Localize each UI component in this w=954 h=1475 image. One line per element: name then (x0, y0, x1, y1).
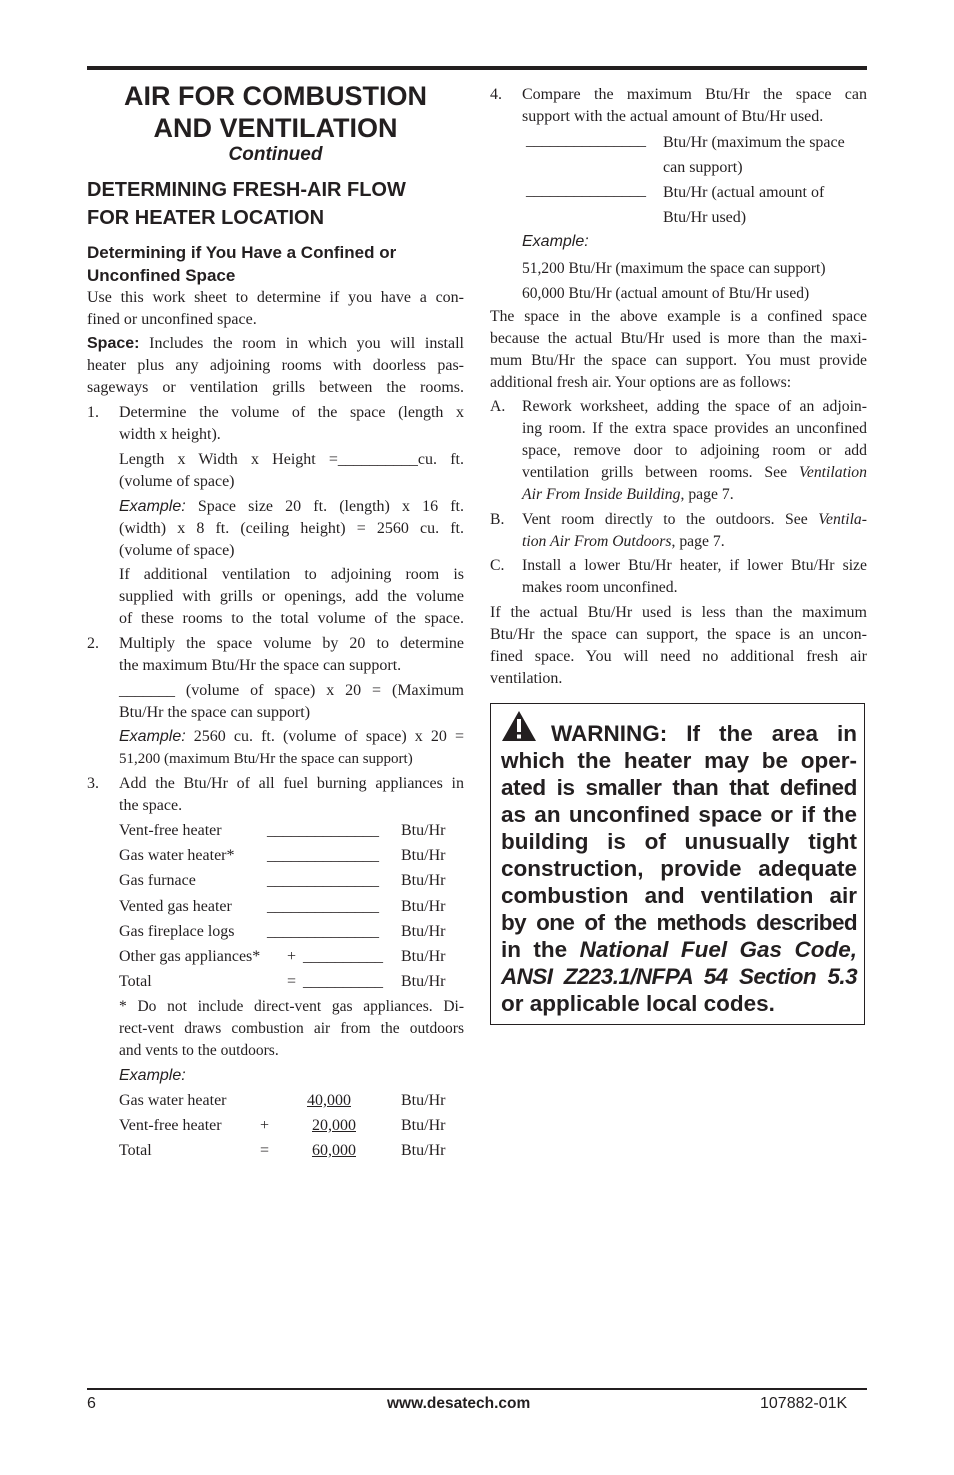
space-definition (87, 333, 464, 399)
comparison-example (522, 256, 825, 306)
example-label: Example: (119, 498, 186, 515)
example-row-unit: Btu/Hr (401, 1142, 446, 1159)
appliance-unit: Btu/Hr (401, 847, 446, 864)
actual-blank: _______________ (526, 182, 646, 199)
step-number: 3. (87, 775, 99, 792)
top-rule (87, 66, 867, 70)
appliance-label: Vent-free heater (119, 822, 222, 839)
appliance-blank: ______________ (267, 872, 379, 889)
space-line: sageways or ventilation grills between the rooms. (87, 379, 464, 396)
page-number: 6 (87, 1395, 96, 1412)
warning-line: combustion and ventilation air (501, 883, 857, 908)
volume-formula (119, 449, 464, 493)
option-line: Rework worksheet, adding the space of an adjoin- (522, 398, 867, 415)
example-line: (volume of space) (119, 542, 235, 559)
paragraph-line: Btu/Hr the space can support, the space is an uncon- (490, 626, 867, 643)
intro-line: Use this work sheet to determine if you have a con- (87, 289, 464, 306)
additional-ventilation-note (119, 564, 464, 630)
option-a (490, 396, 867, 506)
section-heading-line2: FOR HEATER LOCATION (87, 207, 325, 229)
example-label: Example: (119, 1067, 186, 1084)
appliance-blank: ______________ (267, 822, 379, 839)
appliance-label: Other gas appliances* (119, 948, 261, 965)
warning-line: as an unconfined space or if the (501, 802, 857, 827)
example-label: Example: (522, 233, 589, 250)
reference-link-text: tion Air From Outdoors (522, 533, 672, 550)
example-line: (width) x 8 ft. (ceiling height) = 2560 cu. ft. (119, 520, 464, 537)
reference-link-text: Ventilation (799, 464, 867, 481)
appliance-unit: Btu/Hr (401, 898, 446, 915)
space-label: Space: (87, 335, 140, 352)
note-line: and vents to the outdoors. (119, 1042, 279, 1059)
step-line: Multiply the space volume by 20 to determine (119, 635, 464, 652)
example-row-label: Total (119, 1142, 152, 1159)
intro-line: fined or unconfined space. (87, 311, 257, 328)
note-line: supplied with grills or openings, add the volume (119, 588, 464, 605)
reference-link-text: Ventila- (818, 511, 867, 528)
page-title-line2: AND VENTILATION (153, 113, 398, 143)
intro-paragraph (87, 287, 464, 331)
appliance-blank: ______________ (267, 898, 379, 915)
appliance-unit: Btu/Hr (401, 923, 446, 940)
example-line: 60,000 Btu/Hr (actual amount of Btu/Hr used) (522, 285, 810, 302)
option-b (490, 509, 867, 553)
volume-example (119, 496, 464, 562)
example-row-operator: = (260, 1142, 270, 1159)
website-link[interactable]: www.desatech.com (387, 1395, 531, 1412)
appliance-label: Gas furnace (119, 872, 196, 889)
document-number: 107882-01K (760, 1395, 848, 1412)
formula-line: Btu/Hr the space can support) (119, 704, 311, 721)
example-line: 2560 cu. ft. (volume of space) x 20 = (185, 728, 464, 745)
paragraph-line: ventilation. (490, 670, 563, 687)
option-line: , page 7. (680, 486, 734, 503)
paragraph-line: The space in the above example is a confined space (490, 308, 867, 325)
max-label-line: can support) (663, 159, 743, 176)
example-line: Space size 20 ft. (length) x 16 ft. (185, 498, 464, 515)
reference-link-text: Air From Inside Building (522, 486, 681, 503)
option-line: ing room. If the extra space provides an unconfined (522, 420, 867, 437)
section-heading-line1: DETERMINING FRESH-AIR FLOW (87, 179, 406, 201)
appliance-unit: Btu/Hr (401, 973, 446, 990)
warning-line: in the (501, 937, 580, 962)
appliance-label: Gas fireplace logs (119, 923, 235, 940)
step-number: 1. (87, 404, 99, 421)
option-line: ventilation grills between rooms. See (522, 464, 800, 481)
formula-line: _______ (volume of space) x 20 = (Maximum (119, 682, 464, 699)
appliance-blank: ______________ (267, 847, 379, 864)
step-line: width x height). (119, 426, 221, 443)
example-row-label: Vent-free heater (119, 1117, 222, 1134)
example-line: 51,200 (maximum Btu/Hr the space can support) (119, 751, 413, 767)
code-reference: National Fuel Gas Code, (579, 937, 858, 962)
appliance-label: Vented gas heater (119, 898, 232, 915)
space-line: heater plus any adjoining rooms with doorless pas- (87, 357, 464, 374)
actual-label (663, 180, 824, 230)
warning-line: ated is smaller than that defined (501, 775, 857, 800)
option-line: makes room unconfined. (522, 579, 678, 596)
page-title-line1: AIR FOR COMBUSTION (124, 81, 427, 111)
appliance-blank: ______________ (267, 923, 379, 940)
note-line: of these rooms to the total volume of the space. (119, 610, 464, 627)
subsection-heading-line2: Unconfined Space (87, 266, 236, 285)
warning-line: building is of unusually tight (501, 829, 857, 854)
warning-line: or applicable local codes. (501, 991, 775, 1016)
step-line: the space. (119, 797, 183, 814)
unconfined-explanation (490, 602, 867, 690)
paragraph-line: If the actual Btu/Hr used is less than the maximum (490, 604, 867, 621)
appliance-operator: = (287, 973, 297, 990)
appliance-blank: __________ (303, 948, 383, 965)
appliance-unit: Btu/Hr (401, 822, 446, 839)
option-line: , page 7. (671, 533, 725, 550)
paragraph-line: mum Btu/Hr the space can support. You must provide (490, 352, 867, 369)
formula-line: (volume of space) (119, 473, 235, 490)
option-letter: C. (490, 557, 505, 574)
warning-line: which the heater may be oper- (501, 748, 857, 773)
step-line: Compare the maximum Btu/Hr the space can (522, 86, 867, 103)
warning-box (490, 703, 865, 1025)
continued-label: Continued (228, 144, 323, 165)
warning-line: construction, provide adequate (501, 856, 857, 881)
example-row-value: 40,000 (307, 1092, 351, 1109)
btu-example (119, 726, 464, 770)
option-line: Install a lower Btu/Hr heater, if lower Btu/Hr size (522, 557, 867, 574)
note-line: * Do not include direct-vent gas appliances. Di- (119, 998, 464, 1015)
appliance-unit: Btu/Hr (401, 872, 446, 889)
appliance-blank: __________ (303, 973, 383, 990)
max-blank: _______________ (526, 132, 646, 149)
step-3 (87, 773, 464, 817)
step-line: the maximum Btu/Hr the space can support. (119, 657, 402, 674)
confined-explanation (490, 306, 867, 394)
example-row-label: Gas water heater (119, 1092, 227, 1109)
max-label-line: Btu/Hr (maximum the space (663, 134, 845, 151)
option-letter: B. (490, 511, 505, 528)
max-label (663, 130, 845, 180)
step-number: 2. (87, 635, 99, 652)
example-label: Example: (119, 728, 186, 745)
paragraph-line: fined space. You will need no additional fresh air (490, 648, 867, 665)
example-row-unit: Btu/Hr (401, 1117, 446, 1134)
appliance-operator: + (287, 948, 297, 965)
note-line: rect-vent draws combustion air from the outdoors (119, 1020, 464, 1037)
paragraph-line: additional fresh air. Your options are as follows: (490, 374, 792, 391)
appliance-label: Total (119, 973, 152, 990)
appliance-label: Gas water heater* (119, 847, 235, 864)
example-row-operator: + (260, 1117, 270, 1134)
option-c (490, 555, 867, 599)
step-line: support with the actual amount of Btu/Hr used. (522, 108, 824, 125)
appliance-unit: Btu/Hr (401, 948, 446, 965)
step-1 (87, 402, 464, 446)
step-line: Add the Btu/Hr of all fuel burning appliances in (119, 775, 464, 792)
space-line: Includes the room in which you will install (139, 335, 464, 352)
actual-label-line: Btu/Hr used) (663, 209, 747, 226)
paragraph-line: because the actual Btu/Hr used is more than the maxi- (490, 330, 867, 347)
code-reference: ANSI Z223.1/NFPA 54 Section 5.3 (501, 964, 857, 989)
warning-text (501, 720, 857, 1017)
step-number: 4. (490, 86, 502, 103)
subsection-heading-line1: Determining if You Have a Confined or (87, 243, 397, 262)
btu-formula (119, 680, 464, 724)
example-row-value: 60,000 (312, 1142, 356, 1159)
option-line: space, remove door to adjoining room or add (522, 442, 867, 459)
actual-label-line: Btu/Hr (actual amount of (663, 184, 825, 201)
option-line: Vent room directly to the outdoors. See (522, 511, 819, 528)
option-letter: A. (490, 398, 506, 415)
warning-line: by one of the methods described (501, 910, 857, 935)
example-line: 51,200 Btu/Hr (maximum the space can support) (522, 260, 826, 277)
step-2 (87, 633, 464, 677)
note-line: If additional ventilation to adjoining room is (119, 566, 464, 583)
example-row-unit: Btu/Hr (401, 1092, 446, 1109)
example-row-value: 20,000 (312, 1117, 356, 1134)
step-line: Determine the volume of the space (length x (119, 404, 464, 421)
formula-line: Length x Width x Height =__________cu. ft. (119, 451, 464, 468)
bottom-rule (87, 1388, 867, 1390)
warning-line: WARNING: If the area in (551, 721, 857, 746)
direct-vent-note (119, 996, 464, 1062)
step-4 (490, 84, 867, 128)
